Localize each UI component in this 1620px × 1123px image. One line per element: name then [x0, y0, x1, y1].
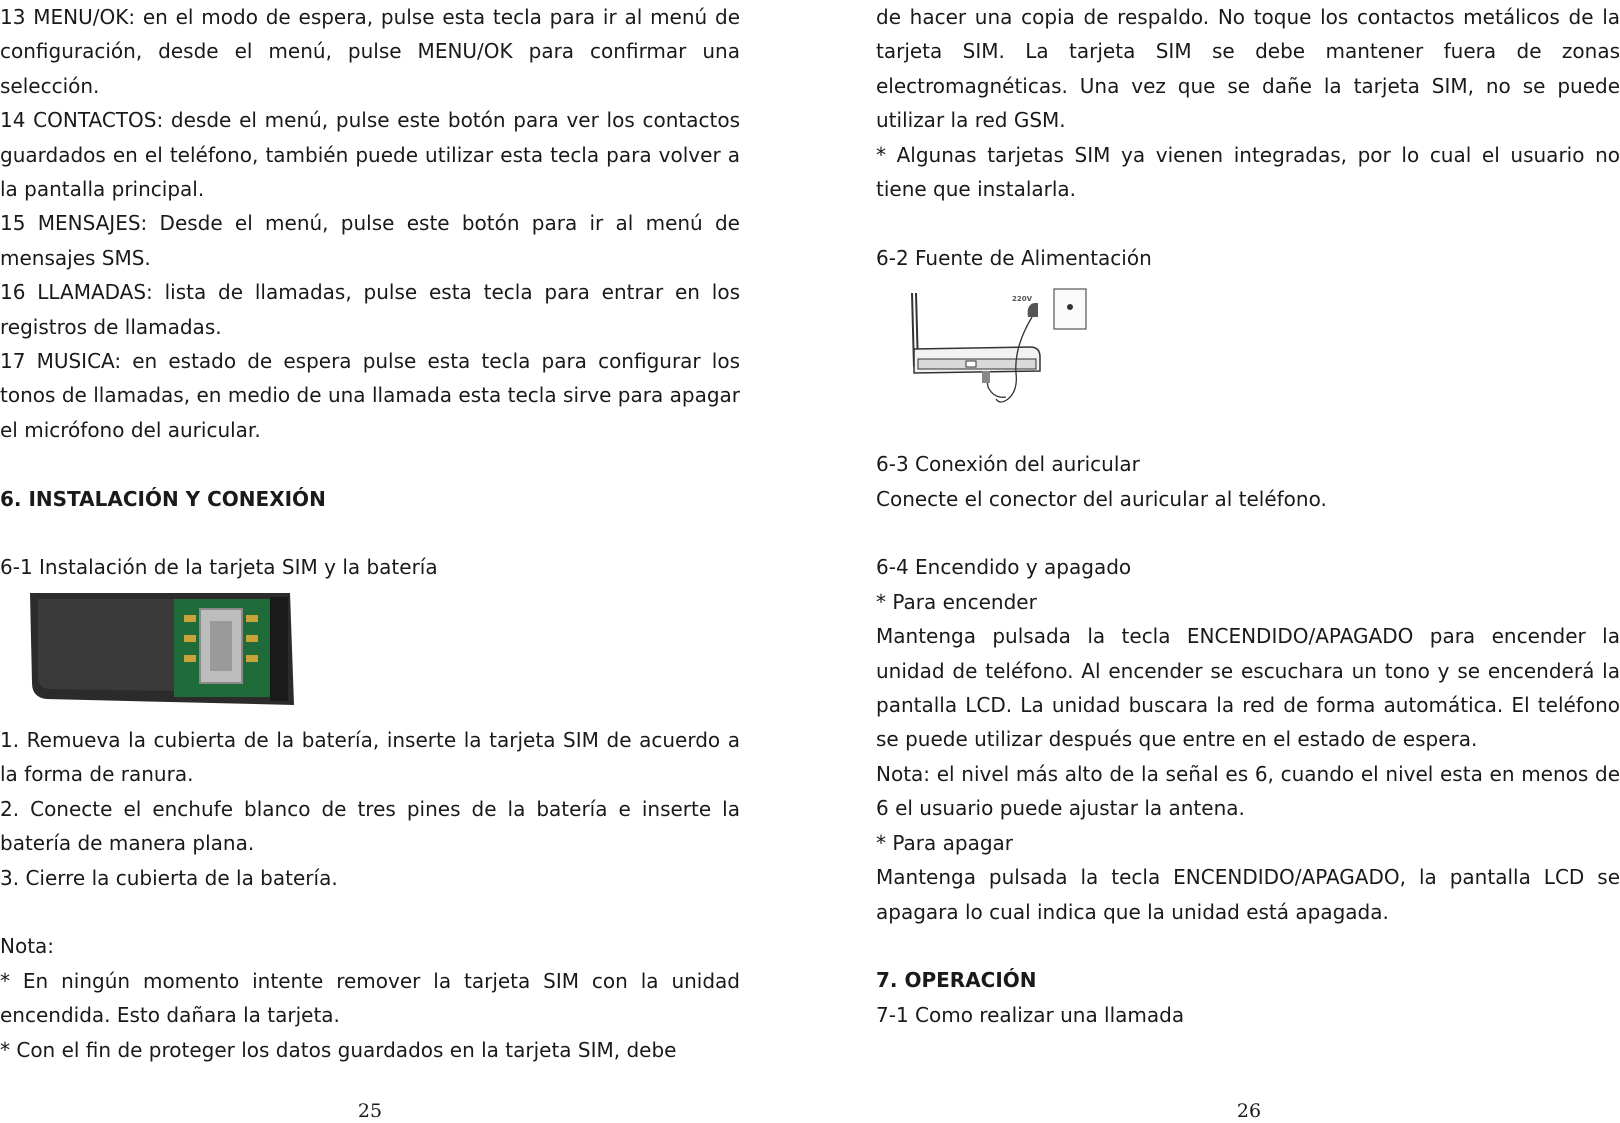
power-on-label: * Para encender	[876, 589, 1037, 614]
step-2: 2. Conecte el enchufe blanco de tres pines de la batería e inserte la batería de manera plana.	[0, 796, 740, 856]
note-label: Nota:	[0, 934, 55, 959]
note-3: * Algunas tarjetas SIM ya vienen integradas, por lo cual el usuario no tiene que instalarla.	[876, 142, 1620, 202]
item-17-musica: 17 MUSICA: en estado de espera pulse esta tecla para configurar los tonos de llamadas, en medio de una llamada esta tecla sirve para apagar el micrófono del auricular.	[0, 349, 740, 442]
spacer	[876, 929, 1620, 963]
sim-card-slot-image	[24, 587, 324, 717]
outlet-voltage-label: 220V	[1012, 295, 1033, 304]
subsection-6-2-title: 6-2 Fuente de Alimentación	[876, 245, 1152, 270]
item-16-llamadas: 16 LLAMADAS: lista de llamadas, pulse esta tecla para entrar en los registros de llamadas.	[0, 280, 740, 339]
item-14-contactos: 14 CONTACTOS: desde el menú, pulse este botón para ver los contactos guardados en el teléfono, también puede utilizar esta tecla para volver a la pantalla principal.	[0, 108, 740, 202]
spacer	[0, 516, 740, 550]
item-13-menu-ok: 13 MENU/OK: en el modo de espera, pulse esta tecla para ir al menú de configuración, desde el menú, pulse MENU/OK para confirmar una selección.	[0, 5, 740, 98]
sim-card-figure	[0, 585, 740, 723]
left-page-text	[0, 0, 740, 1067]
subsection-6-3-title: 6-3 Conexión del auricular	[876, 452, 1140, 477]
item-15-mensajes: 15 MENSAJES: Desde el menú, pulse este botón para ir al menú de mensajes SMS.	[0, 211, 740, 270]
spacer	[876, 516, 1620, 550]
section-7-title: 7. OPERACIÓN	[876, 968, 1037, 993]
right-page	[876, 0, 1620, 1123]
step-3: 3. Cierre la cubierta de la batería.	[0, 865, 338, 890]
subsection-6-1-title: 6-1 Instalación de la tarjeta SIM y la batería	[0, 555, 438, 580]
spacer	[0, 447, 740, 481]
power-off-label: * Para apagar	[876, 830, 1013, 855]
spacer	[876, 206, 1620, 240]
note-2-start: * Con el fin de proteger los datos guardados en la tarjeta SIM, debe	[0, 1037, 677, 1062]
page-number: 26	[1236, 1100, 1262, 1122]
power-connection-image	[904, 287, 1104, 427]
power-supply-figure	[876, 275, 1620, 447]
note-1: * En ningún momento intente remover la tarjeta SIM con la unidad encendida. Esto dañara la tarjeta.	[0, 968, 740, 1028]
spacer	[0, 895, 740, 929]
note-2-continued: de hacer una copia de respaldo. No toque los contactos metálicos de la tarjeta SIM. La tarjeta SIM se debe mantener fuera de zonas electromagnéticas. Una vez que se dañe la tarjeta SIM, no se puede utilizar la red GSM.	[876, 5, 1620, 133]
subsection-7-1-title: 7-1 Como realizar una llamada	[876, 1002, 1185, 1027]
power-off-text: Mantenga pulsada la tecla ENCENDIDO/APAGADO, la pantalla LCD se apagara lo cual indica que la unidad está apagada.	[876, 865, 1620, 924]
step-1: 1. Remueva la cubierta de la batería, inserte la tarjeta SIM de acuerdo a la forma de ranura.	[0, 727, 740, 787]
right-page-text	[876, 0, 1620, 1032]
power-on-text: Mantenga pulsada la tecla ENCENDIDO/APAGADO para encender la unidad de teléfono. Al encender se escuchara un tono y se encenderá la pantalla LCD. La unidad buscara la red de forma automática. El teléfono se puede utilizar después que entre en el estado de espera.	[876, 624, 1620, 752]
page-number: 25	[357, 1100, 383, 1122]
handset-connection-text: Conecte el conector del auricular al teléfono.	[876, 486, 1327, 511]
section-6-title: 6. INSTALACIÓN Y CONEXIÓN	[0, 486, 326, 511]
left-page	[0, 0, 740, 1123]
signal-note: Nota: el nivel más alto de la señal es 6, cuando el nivel esta en menos de 6 el usuario puede ajustar la antena.	[876, 761, 1620, 821]
subsection-6-4-title: 6-4 Encendido y apagado	[876, 555, 1132, 580]
